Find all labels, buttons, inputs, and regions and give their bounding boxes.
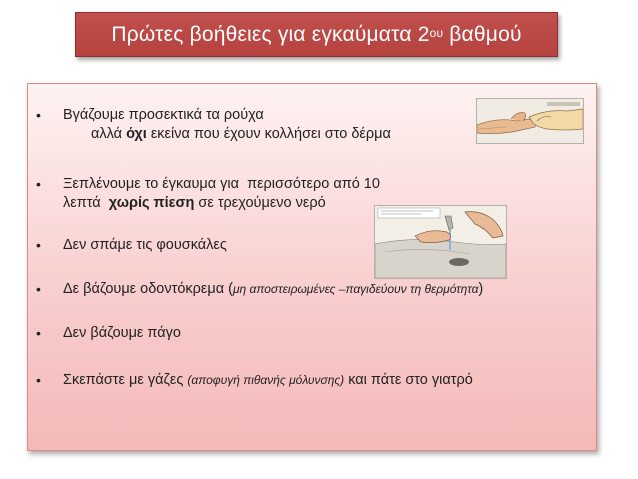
slide-title-main: Πρώτες βοήθειες για εγκαύματα 2 [111, 22, 430, 46]
rinsing-under-water-illustration [374, 205, 507, 279]
bullet-text: ) [478, 281, 484, 297]
bullet-text: αλλά [91, 126, 127, 142]
bullet-text: Δεν σπάμε τις φουσκάλες [63, 237, 227, 253]
rinsing-under-water-drawing [375, 206, 506, 278]
bullet-text: Δε βάζουμε οδοντόκρεμα ( [63, 281, 233, 297]
bullet-text: εκείνα που έχουν κολλήσει στο δέρμα [146, 126, 391, 142]
bullet-marker: • [36, 176, 41, 192]
emphasis-text: χωρίς πίεση [108, 195, 195, 211]
removing-clothes-illustration [476, 98, 584, 144]
italic-note: μη αποστειρωμένες –παγιδεύουν τη θερμότητα [232, 282, 479, 296]
bullet-marker: • [36, 372, 41, 388]
slide-title-superscript: ου [429, 25, 444, 40]
bullet-text: Βγάζουμε προσεκτικά τα ρούχα [63, 107, 264, 123]
bullet-marker: • [36, 281, 41, 297]
emphasis-text: όχι [126, 126, 147, 142]
bullet-text: και πάτε στο γιατρό [344, 372, 473, 388]
bullet-text: Δεν βάζουμε πάγο [63, 325, 181, 341]
removing-clothes-drawing [477, 99, 583, 143]
slide-title [75, 12, 558, 57]
slide-title-suffix: βαθμού [443, 22, 522, 46]
content-panel [27, 83, 597, 451]
bullet-text: Ξεπλένουμε το έγκαυμα για περισσότερο από 10 λεπτά [63, 176, 384, 211]
bullet-text: Σκεπάστε με γάζες [63, 372, 188, 388]
italic-note: (αποφυγή πιθανής μόλυνσης) [187, 373, 345, 387]
bullet-marker: • [36, 325, 41, 341]
bullet-text: σε τρεχούμενο νερό [194, 195, 326, 211]
bullet-marker: • [36, 237, 41, 253]
bullet-marker: • [36, 107, 41, 123]
